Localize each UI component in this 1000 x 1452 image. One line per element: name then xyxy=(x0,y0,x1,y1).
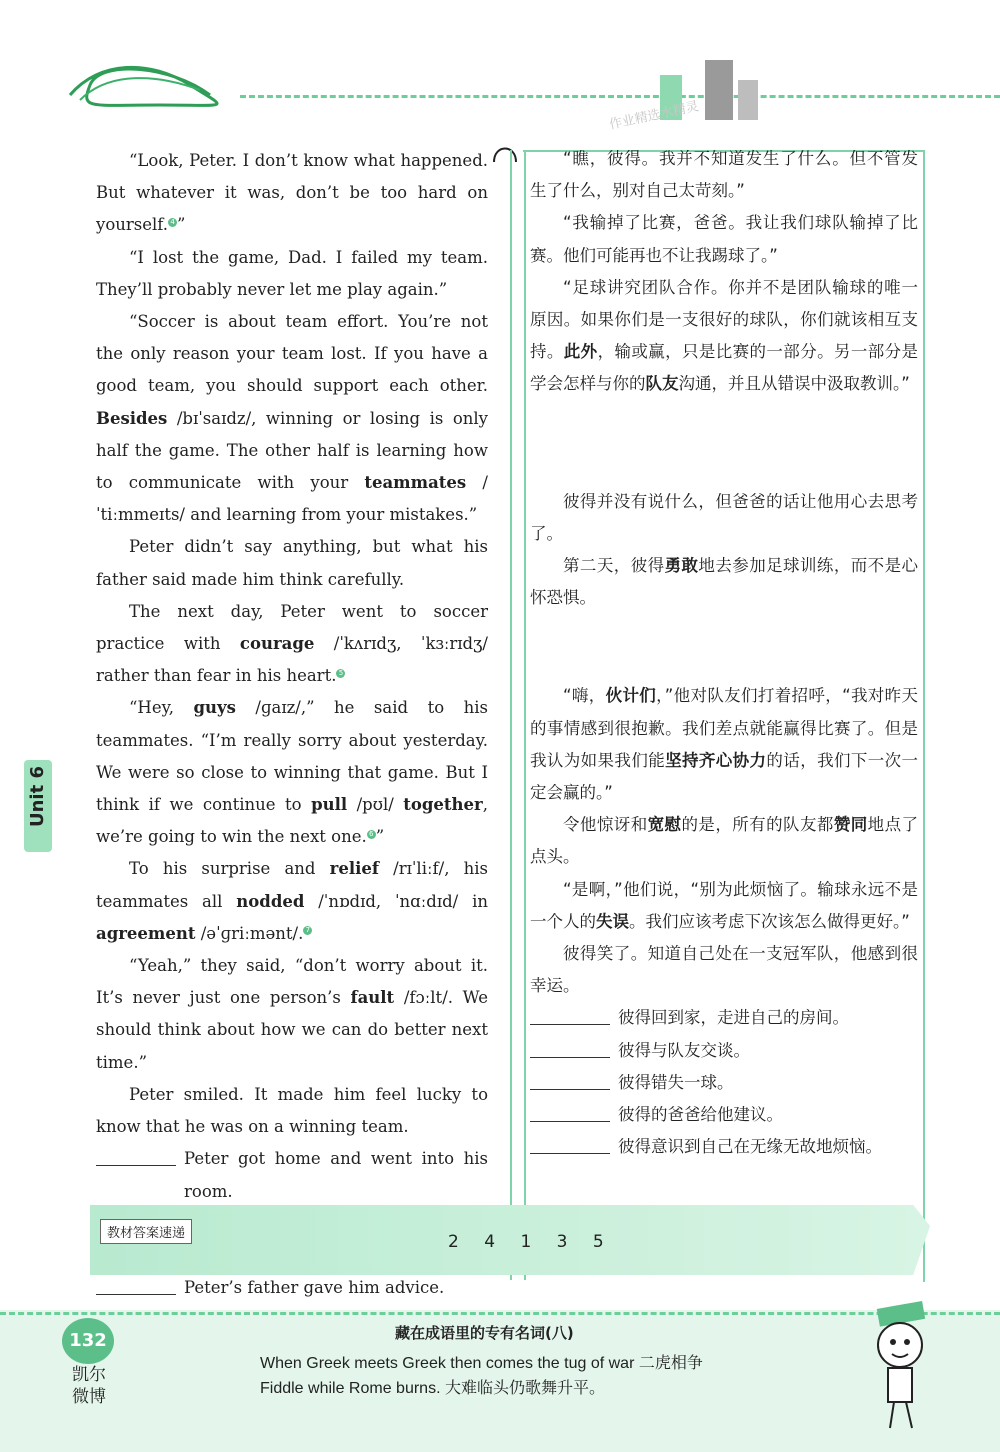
vocab-word: courage xyxy=(239,634,315,654)
vocab-word: relief xyxy=(329,859,379,879)
idiom-title: 藏在成语里的专有名词(八) xyxy=(395,1324,574,1342)
answer-blank[interactable] xyxy=(96,1272,176,1295)
task-item: 彼得回到家，走进自己的房间。 xyxy=(530,1002,918,1034)
cn-ordering-task xyxy=(530,1002,918,1163)
vocab-word: agreement xyxy=(96,923,196,943)
en-paragraph: To his surprise and relief /rɪˈliːf/, his teammates all nodded /ˈnɒdɪd, ˈnɑːdɪd/ in agreement /əˈɡriːmənt/. 7 xyxy=(96,859,488,943)
note-marker: 5 xyxy=(336,669,345,678)
cartoon-boy-icon xyxy=(860,1300,940,1440)
idiom-line: When Greek meets Greek then comes the tug of war 二虎相争 xyxy=(260,1355,703,1372)
en-paragraph: The next day, Peter went to soccer practice with courage /ˈkʌrɪdʒ, ˈkɜːrɪdʒ/ rather than fear in his heart. 5 xyxy=(96,601,488,686)
task-item: 彼得意识到自己在无缘无故地烦恼。 xyxy=(530,1131,918,1163)
vocab-word: together xyxy=(403,795,483,815)
vocab-word: fault xyxy=(350,988,395,1008)
answer-blank[interactable] xyxy=(530,1099,610,1122)
idiom-line: Fiddle while Rome burns. 大难临头仍歌舞升平。 xyxy=(260,1380,605,1397)
en-paragraph: “Look, Peter. I don’t know what happened. But whatever it was, don’t be too hard on yourself. 4 ” xyxy=(96,151,488,235)
cn-paragraph: “是啊，”他们说，“别为此烦恼了。输球永远不是一个人的失误。我们应该考虑下次该怎么做得更好。” xyxy=(530,879,918,931)
en-paragraph: “Yeah,” they said, “don’t worry about it. It’s never just one person’s fault /fɔːlt/. We should think about how we can do better next time.” xyxy=(96,956,489,1072)
en-paragraph: “Soccer is about team effort. You’re not the only reason your team lost. If you have a good team, you should support each other. Besides /bɪˈsaɪdz/, winning or losing is only half the game. The other half is learning how to communicate with your teammates /ˈtiːmmeɪts/ and learning from your mistakes.” xyxy=(96,312,488,525)
note-marker: 7 xyxy=(303,926,312,935)
vocab-word: nodded xyxy=(236,891,305,911)
header-dashed-line xyxy=(240,95,1000,98)
watermark-stamp: 作业精选水精灵 xyxy=(608,99,701,133)
english-text-column xyxy=(96,145,488,1369)
en-paragraph: “Hey, guys /ɡaɪz/,” he said to his teammates. “I’m really sorry about yesterday. We were so close to winning that game. But I think if we continue to pull /pʊl/ together, we’re going to win the next one. 6 ” xyxy=(96,698,488,847)
en-paragraph: “I lost the game, Dad. I failed my team. They’ll probably never let me play again.” xyxy=(96,247,488,299)
green-scribble-decoration xyxy=(60,55,240,115)
cn-paragraph: 彼得并没有说什么，但爸爸的话让他用心去思考了。 xyxy=(530,491,918,543)
cn-paragraph: 令他惊讶和宽慰的是，所有的队友都赞同地点了点头。 xyxy=(530,815,919,867)
task-item: 彼得的爸爸给他建议。 xyxy=(530,1099,918,1131)
unit-tab: Unit 6 xyxy=(24,760,52,852)
cn-paragraph: “瞧，彼得。我并不知道发生了什么。但不管发生了什么，别对自己太苛刻。” xyxy=(530,149,918,201)
cn-paragraph: “嗨，伙计们，”他对队友们打着招呼，“我对昨天的事情感到很抱歉。我们差点就能赢得比赛了。但是我认为如果我们能坚持齐心协力的话，我们下一次一定会赢的。” xyxy=(530,686,919,803)
cn-paragraph: 彼得笑了。知道自己处在一支冠军队，他感到很幸运。 xyxy=(530,944,918,996)
cn-paragraph: “足球讲究团队合作。你并不是团队输球的唯一原因。如果你们是一支很好的球队，你们就该相互支持。此外，输或赢，只是比赛的一部分。另一部分是学会怎样与你的队友沟通，并且从错误中汲取教训。” xyxy=(530,277,919,394)
vocab-word: Besides xyxy=(96,408,168,428)
brand-text: 凯尔微博 xyxy=(72,1365,106,1407)
answer-blank[interactable] xyxy=(530,1067,610,1090)
answer-label: 教材答案速递 xyxy=(100,1219,192,1244)
cn-paragraph: 第二天，彼得勇敢地去参加足球训练，而不是心怀恐惧。 xyxy=(530,556,919,608)
page-number-badge: 132 xyxy=(62,1318,114,1364)
answer-blank[interactable] xyxy=(530,1131,610,1154)
answer-blank[interactable] xyxy=(530,1035,610,1058)
answer-key: 2 4 1 3 5 xyxy=(448,1232,614,1252)
answer-blank[interactable] xyxy=(530,1002,610,1025)
answer-blank[interactable] xyxy=(96,1143,176,1166)
note-marker: 4 xyxy=(168,218,177,227)
task-item: 彼得错失一球。 xyxy=(530,1067,918,1099)
task-item: Peter got home and went into his room. xyxy=(96,1143,488,1207)
chinese-text-column xyxy=(530,143,918,1163)
task-item: 彼得与队友交谈。 xyxy=(530,1035,918,1067)
vocab-word: pull xyxy=(311,795,348,815)
en-paragraph: Peter smiled. It made him feel lucky to know that he was on a winning team. xyxy=(96,1084,488,1137)
vocab-word: teammates xyxy=(364,473,467,493)
en-paragraph: Peter didn’t say anything, but what his father said made him think carefully. xyxy=(96,537,488,589)
note-marker: 6 xyxy=(367,830,376,839)
task-item: Peter’s father gave him advice. xyxy=(96,1272,488,1304)
cn-paragraph: “我输掉了比赛，爸爸。我让我们球队输掉了比赛。他们可能再也不让我踢球了。” xyxy=(530,213,918,265)
footer-dashed-line xyxy=(0,1312,1000,1315)
vocab-word: guys xyxy=(193,698,236,718)
